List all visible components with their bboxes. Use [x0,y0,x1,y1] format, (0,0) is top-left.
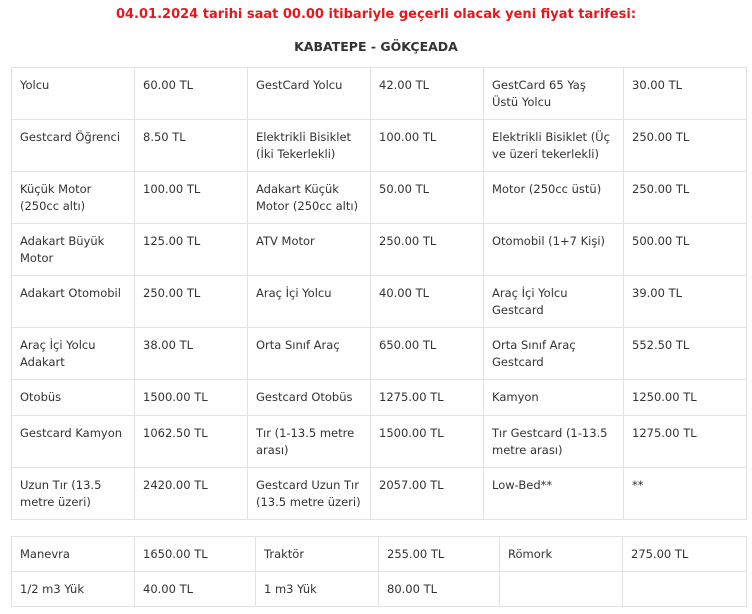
table-row [12,416,747,468]
table-row [12,537,747,572]
table-row [12,276,747,328]
table-row [12,224,747,276]
item-price: ** [624,468,747,520]
item-price: 125.00 TL [135,224,248,276]
item-price: 1275.00 TL [371,380,484,416]
item-label: Traktör [256,537,379,572]
item-label: Gestcard Otobüs [248,380,371,416]
item-label [500,572,623,607]
item-price: 50.00 TL [371,172,484,224]
item-price: 80.00 TL [379,572,500,607]
item-price: 275.00 TL [623,537,747,572]
item-price: 2420.00 TL [135,468,248,520]
item-label: GestCard 65 Yaş Üstü Yolcu [484,68,624,120]
item-price: 38.00 TL [135,328,248,380]
item-label: Manevra [12,537,135,572]
item-label: 1/2 m3 Yük [12,572,135,607]
item-price: 100.00 TL [371,120,484,172]
item-price: 250.00 TL [371,224,484,276]
item-label: Araç İçi Yolcu [248,276,371,328]
item-price: 1275.00 TL [624,416,747,468]
item-label: Küçük Motor (250cc altı) [12,172,135,224]
item-label: Uzun Tır (13.5 metre üzeri) [12,468,135,520]
item-price: 552.50 TL [624,328,747,380]
table-row [12,572,747,607]
item-label: Araç İçi Yolcu Adakart [12,328,135,380]
item-price: 250.00 TL [135,276,248,328]
table-row [12,468,747,520]
item-price: 42.00 TL [371,68,484,120]
item-price: 1250.00 TL [624,380,747,416]
item-label: Kamyon [484,380,624,416]
item-price: 8.50 TL [135,120,248,172]
item-label: ATV Motor [248,224,371,276]
item-price: 1500.00 TL [135,380,248,416]
item-label: Elektrikli Bisiklet (Üç ve üzeri tekerlekli) [484,120,624,172]
table-row [12,380,747,416]
table-row [12,68,747,120]
item-label: Gestcard Uzun Tır (13.5 metre üzeri) [248,468,371,520]
item-price: 1062.50 TL [135,416,248,468]
item-price: 1500.00 TL [371,416,484,468]
item-label: 1 m3 Yük [256,572,379,607]
item-label: Römork [500,537,623,572]
item-label: Yolcu [12,68,135,120]
item-label: Orta Sınıf Araç Gestcard [484,328,624,380]
item-label: Adakart Büyük Motor [12,224,135,276]
item-price: 2057.00 TL [371,468,484,520]
extra-price-table [11,536,747,607]
item-label: Elektrikli Bisiklet (İki Tekerlekli) [248,120,371,172]
table-row [12,328,747,380]
item-label: Tır Gestcard (1-13.5 metre arası) [484,416,624,468]
item-price: 100.00 TL [135,172,248,224]
item-label: Adakart Otomobil [12,276,135,328]
item-label: Tır (1-13.5 metre arası) [248,416,371,468]
item-price: 250.00 TL [624,120,747,172]
main-price-table [11,67,747,520]
item-label: Gestcard Öğrenci [12,120,135,172]
item-label: Adakart Küçük Motor (250cc altı) [248,172,371,224]
tariff-title: 04.01.2024 tarihi saat 00.00 itibariyle geçerli olacak yeni fiyat tarifesi: [115,7,637,22]
item-label: Gestcard Kamyon [12,416,135,468]
item-price: 60.00 TL [135,68,248,120]
item-label: Otomobil (1+7 Kişi) [484,224,624,276]
item-price: 40.00 TL [135,572,256,607]
table-row [12,120,747,172]
route-heading: KABATEPE - GÖKÇEADA [294,39,458,54]
item-label: Orta Sınıf Araç [248,328,371,380]
item-price: 255.00 TL [379,537,500,572]
item-label: Otobüs [12,380,135,416]
table-row [12,172,747,224]
item-price: 1650.00 TL [135,537,256,572]
item-label: Motor (250cc üstü) [484,172,624,224]
item-price: 650.00 TL [371,328,484,380]
item-price: 500.00 TL [624,224,747,276]
item-price: 250.00 TL [624,172,747,224]
item-label: Araç İçi Yolcu Gestcard [484,276,624,328]
item-price: 40.00 TL [371,276,484,328]
item-label: Low-Bed** [484,468,624,520]
item-price: 39.00 TL [624,276,747,328]
item-price: 30.00 TL [624,68,747,120]
item-price [623,572,747,607]
item-label: GestCard Yolcu [248,68,371,120]
